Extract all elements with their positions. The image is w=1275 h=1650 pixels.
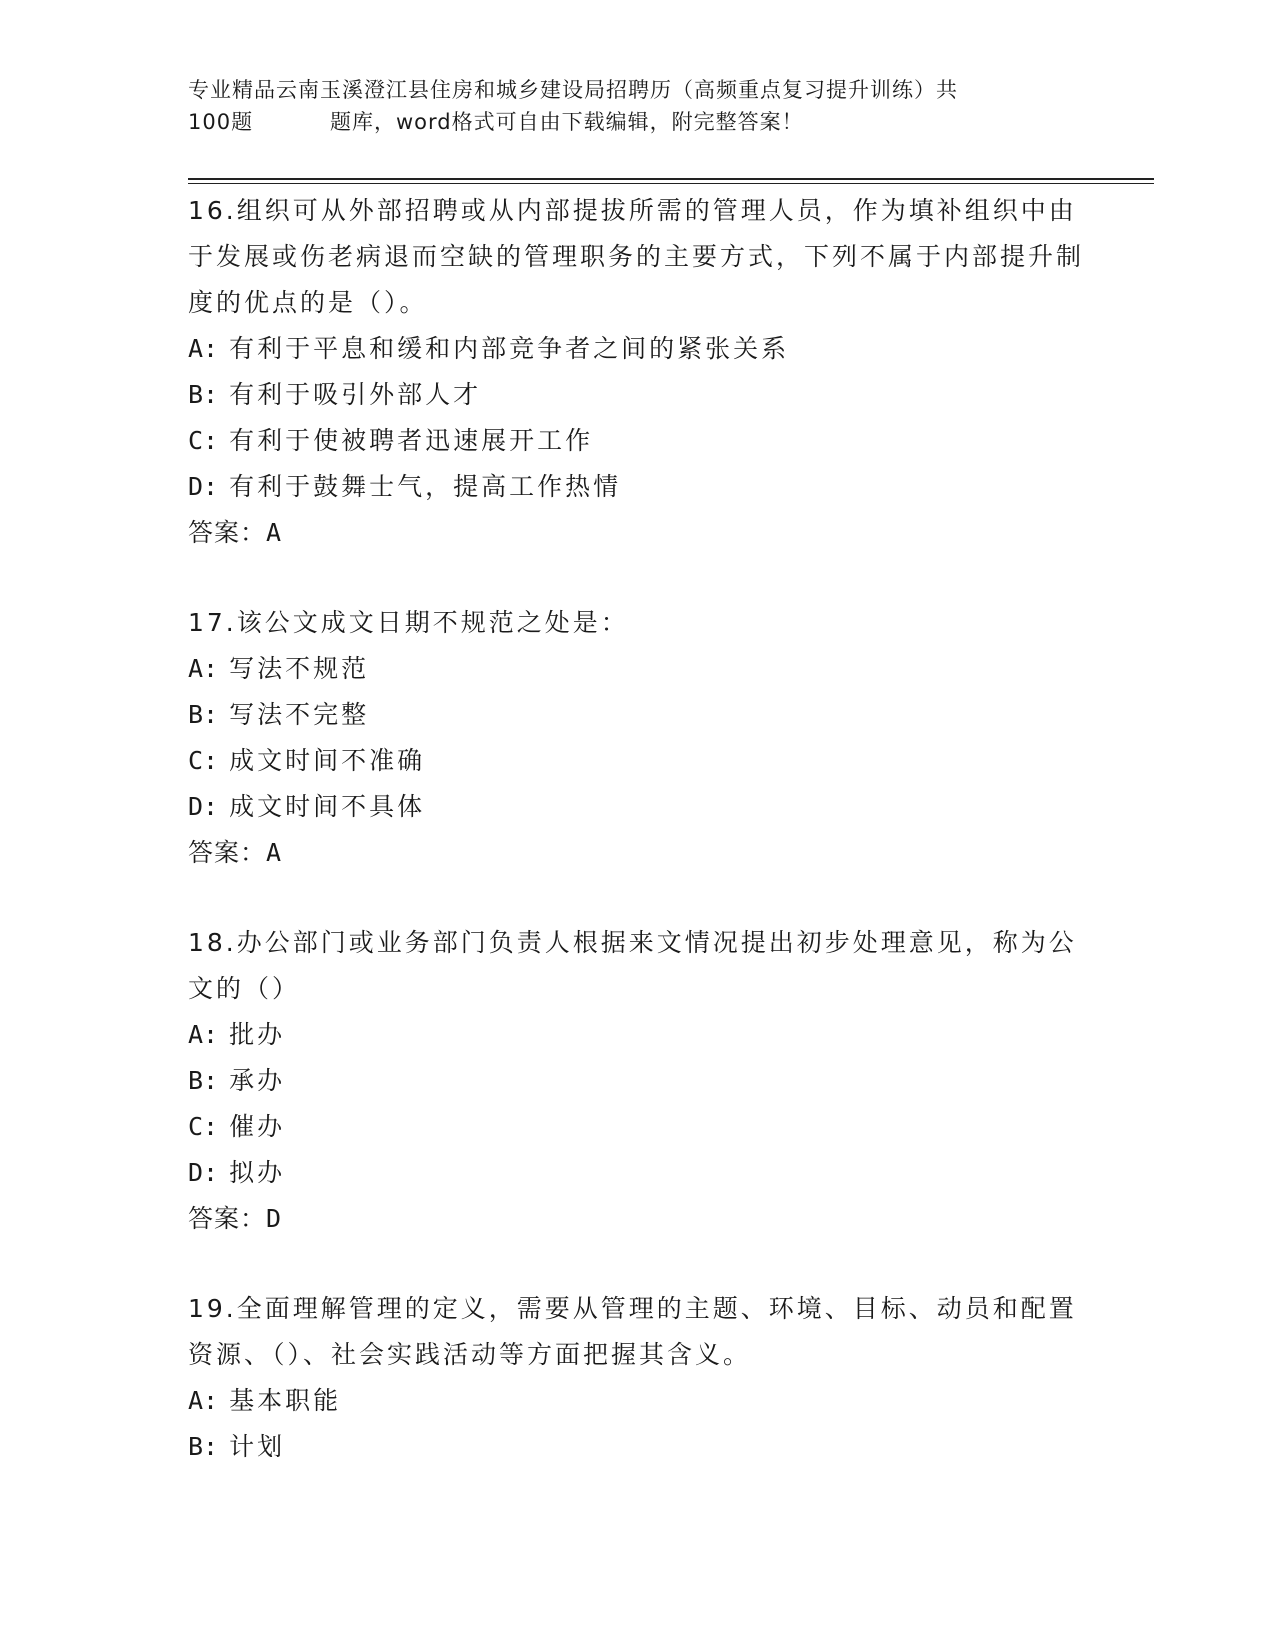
question-19 bbox=[188, 1286, 1088, 1470]
option-letter: A: bbox=[188, 1020, 219, 1049]
option-letter: C: bbox=[188, 1112, 219, 1141]
option-c bbox=[188, 1104, 1088, 1150]
option-text: 成文时间不准确 bbox=[229, 746, 426, 775]
question-16 bbox=[188, 188, 1088, 556]
answer-line bbox=[188, 830, 1088, 876]
answer-value: A bbox=[266, 838, 283, 867]
option-letter: B: bbox=[188, 1432, 219, 1461]
question-list bbox=[188, 188, 1088, 1514]
question-count: 100题 bbox=[188, 110, 254, 134]
option-letter: B: bbox=[188, 380, 219, 409]
answer-label: 答案： bbox=[188, 838, 267, 867]
option-text: 有利于使被聘者迅速展开工作 bbox=[229, 426, 594, 455]
option-text: 拟办 bbox=[229, 1158, 286, 1187]
option-letter: C: bbox=[188, 426, 219, 455]
option-letter: A: bbox=[188, 654, 219, 683]
option-letter: A: bbox=[188, 334, 219, 363]
question-stem: 16.组织可从外部招聘或从内部提拔所需的管理人员，作为填补组织中由于发展或伤老病退而空缺的管理职务的主要方式，下列不属于内部提升制度的优点的是（）。 bbox=[188, 196, 1085, 317]
header-line-2-text: 题库，word格式可自由下载编辑，附完整答案！ bbox=[330, 110, 804, 134]
option-letter: D: bbox=[188, 472, 219, 501]
option-c bbox=[188, 738, 1088, 784]
option-letter: A: bbox=[188, 1386, 219, 1415]
option-b bbox=[188, 1424, 1088, 1470]
option-a bbox=[188, 1378, 1088, 1424]
option-text: 写法不完整 bbox=[229, 700, 370, 729]
option-b bbox=[188, 1058, 1088, 1104]
option-text: 承办 bbox=[229, 1066, 286, 1095]
answer-value: A bbox=[266, 518, 283, 547]
header-divider-thin bbox=[188, 183, 1154, 184]
answer-value: D bbox=[266, 1204, 283, 1233]
question-stem: 18.办公部门或业务部门负责人根据来文情况提出初步处理意见，称为公文的（） bbox=[188, 928, 1077, 1003]
option-d bbox=[188, 1150, 1088, 1196]
option-text: 计划 bbox=[229, 1432, 286, 1461]
option-d bbox=[188, 464, 1088, 510]
option-a bbox=[188, 326, 1088, 372]
option-a bbox=[188, 646, 1088, 692]
question-stem: 17.该公文成文日期不规范之处是： bbox=[188, 608, 629, 637]
header-divider-thick bbox=[188, 178, 1154, 180]
question-18 bbox=[188, 920, 1088, 1242]
question-17 bbox=[188, 600, 1088, 876]
option-text: 催办 bbox=[229, 1112, 286, 1141]
option-letter: D: bbox=[188, 792, 219, 821]
option-text: 写法不规范 bbox=[229, 654, 370, 683]
answer-label: 答案： bbox=[188, 1204, 267, 1233]
option-letter: D: bbox=[188, 1158, 219, 1187]
option-letter: C: bbox=[188, 746, 219, 775]
option-c bbox=[188, 418, 1088, 464]
answer-label: 答案： bbox=[188, 518, 267, 547]
answer-line bbox=[188, 510, 1088, 556]
document-header bbox=[188, 74, 1088, 138]
option-a bbox=[188, 1012, 1088, 1058]
header-line-2 bbox=[188, 106, 1088, 138]
option-text: 批办 bbox=[229, 1020, 286, 1049]
question-stem: 19.全面理解管理的定义，需要从管理的主题、环境、目标、动员和配置资源、（）、社会实践活动等方面把握其含义。 bbox=[188, 1294, 1077, 1369]
option-text: 基本职能 bbox=[229, 1386, 342, 1415]
option-text: 成文时间不具体 bbox=[229, 792, 426, 821]
option-text: 有利于吸引外部人才 bbox=[229, 380, 482, 409]
option-b bbox=[188, 372, 1088, 418]
option-text: 有利于鼓舞士气，提高工作热情 bbox=[229, 472, 622, 501]
answer-line bbox=[188, 1196, 1088, 1242]
option-text: 有利于平息和缓和内部竞争者之间的紧张关系 bbox=[229, 334, 790, 363]
header-line-1: 专业精品云南玉溪澄江县住房和城乡建设局招聘历（高频重点复习提升训练）共 bbox=[188, 78, 958, 102]
option-d bbox=[188, 784, 1088, 830]
option-letter: B: bbox=[188, 700, 219, 729]
option-b bbox=[188, 692, 1088, 738]
option-letter: B: bbox=[188, 1066, 219, 1095]
